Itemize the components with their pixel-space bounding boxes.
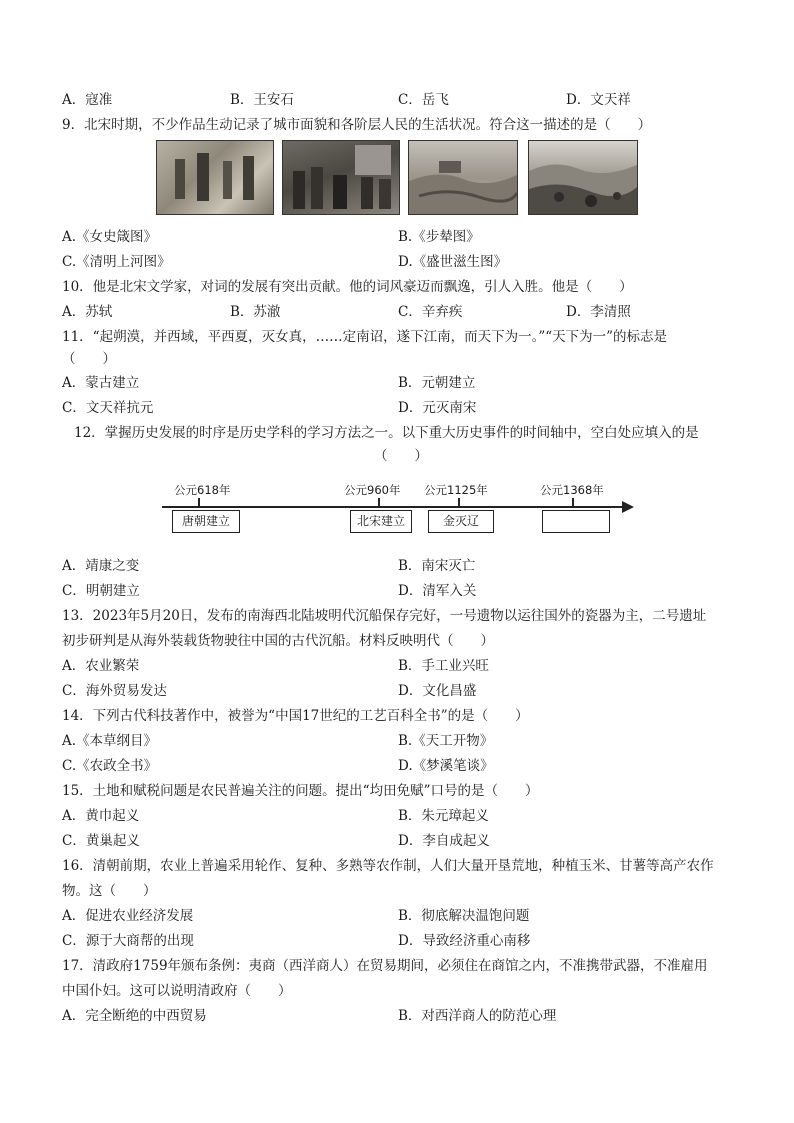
q10-option-a: A．苏轼 [62,304,113,320]
q12-option-d: D．清军入关 [398,583,477,599]
q9-option-a: A.《女史箴图》 [62,229,158,245]
q8-option-c: C．岳飞 [398,92,449,108]
q14-option-a: A.《本草纲目》 [62,733,158,749]
timeline-axis [162,506,626,508]
timeline-year: 公元960年 [344,483,401,497]
q15-stem: 15．土地和赋税问题是农民普遍关注的问题。提出“均田免赋”口号的是（ ） [62,783,539,799]
picture-1 [156,140,274,215]
timeline-event: 唐朝建立 [172,510,240,533]
timeline-year: 公元618年 [174,483,231,497]
q9-stem: 9．北宋时期，不少作品生动记录了城市面貌和各阶层人民的生活状况。符合这一描述的是（ ） [62,117,652,133]
q17-stem-cont: 中国仆妇。这可以说明清政府（ ） [62,983,292,999]
q12-timeline [160,478,640,538]
q15-option-c: C．黄巢起义 [62,833,140,849]
q10-stem: 10．他是北宋文学家，对词的发展有突出贡献。他的词风豪迈而飘逸，引人入胜。他是（ ） [62,279,633,295]
q15-option-b: B．朱元璋起义 [398,808,489,824]
timeline-year: 公元1368年 [540,483,604,497]
q16-stem-cont: 物。这（ ） [62,883,157,899]
q11-option-b: B．元朝建立 [398,375,476,391]
q12-stem: 12．掌握历史发展的时序是历史学科的学习方法之一。以下重大历史事件的时间轴中，空白处应填入的是 [74,425,699,441]
q14-option-c: C.《农政全书》 [62,758,158,774]
q11-stem-cont: （ ） [62,351,116,367]
q9-option-b: B.《步辇图》 [398,229,480,245]
picture-4-scene [529,141,637,214]
q13-option-c: C．海外贸易发达 [62,683,167,699]
q14-option-b: B.《天工开物》 [398,733,494,749]
picture-3 [408,140,518,215]
q15-option-d: D．李自成起义 [398,833,490,849]
q11-option-c: C．文天祥抗元 [62,400,154,416]
q12-option-c: C．明朝建立 [62,583,140,599]
q13-stem-cont: 初步研判是从海外装载货物驶往中国的古代沉船。材料反映明代（ ） [62,633,494,649]
q12-stem-cont: （ ） [374,448,428,464]
q16-stem: 16．清朝前期，农业上普遍采用轮作、复种、多熟等农作制，人们大量开垦荒地，种植玉米、甘薯等高产农作 [62,858,714,874]
q13-option-a: A．农业繁荣 [62,658,140,674]
timeline-tick [572,498,574,507]
timeline-year: 公元1125年 [424,483,488,497]
picture-4 [528,140,638,215]
picture-2-figures [283,141,399,214]
picture-3-scene [409,141,517,214]
q14-option-d: D.《梦溪笔谈》 [398,758,494,774]
picture-1-figures [157,141,273,214]
q13-option-d: D．文化昌盛 [398,683,477,699]
q11-option-a: A．蒙古建立 [62,375,140,391]
q9-option-c: C.《清明上河图》 [62,254,171,270]
q17-option-a: A．完全断绝的中西贸易 [62,1008,207,1024]
q8-option-b: B．王安石 [230,92,294,108]
q12-option-b: B．南宋灭亡 [398,558,476,574]
q17-option-b: B．对西洋商人的防范心理 [398,1008,557,1024]
q15-option-a: A．黄巾起义 [62,808,140,824]
q10-option-c: C．辛弃疾 [398,304,463,320]
q16-option-b: B．彻底解决温饱问题 [398,908,530,924]
timeline-blank-box [542,510,610,533]
q9-option-d: D.《盛世滋生图》 [398,254,508,270]
q11-option-d: D．元灭南宋 [398,400,477,416]
timeline-tick [198,498,200,507]
q10-option-d: D．李清照 [566,304,631,320]
q10-option-b: B．苏澈 [230,304,281,320]
q12-option-a: A．靖康之变 [62,558,140,574]
q17-stem: 17．清政府1759年颁布条例：夷商（西洋商人）在贸易期间，必须住在商馆之内，不准携带武器，不准雇用 [62,958,708,974]
q13-option-b: B．手工业兴旺 [398,658,489,674]
q16-option-a: A．促进农业经济发展 [62,908,194,924]
timeline-event: 金灭辽 [428,510,494,533]
q16-option-c: C．源于大商帮的出现 [62,933,194,949]
q13-stem: 13．2023年5月20日，发布的南海西北陆坡明代沉船保存完好，一号遗物以运往国外的瓷器为主，二号遗址 [62,608,707,624]
q14-stem: 14．下列古代科技著作中，被誉为“中国17世纪的工艺百科全书”的是（ ） [62,708,529,724]
timeline-arrow-icon [622,501,634,513]
q8-option-a: A．寇准 [62,92,113,108]
q11-stem: 11．“起朔漠，并西域，平西夏，灭女真，……定南诏，遂下江南，而天下为一。”“天下为一”的标志是 [62,329,668,345]
picture-2 [282,140,400,215]
q16-option-d: D．导致经济重心南移 [398,933,531,949]
timeline-tick [458,498,460,507]
timeline-event: 北宋建立 [350,510,412,533]
q8-option-d: D．文天祥 [566,92,631,108]
timeline-tick [378,498,380,507]
